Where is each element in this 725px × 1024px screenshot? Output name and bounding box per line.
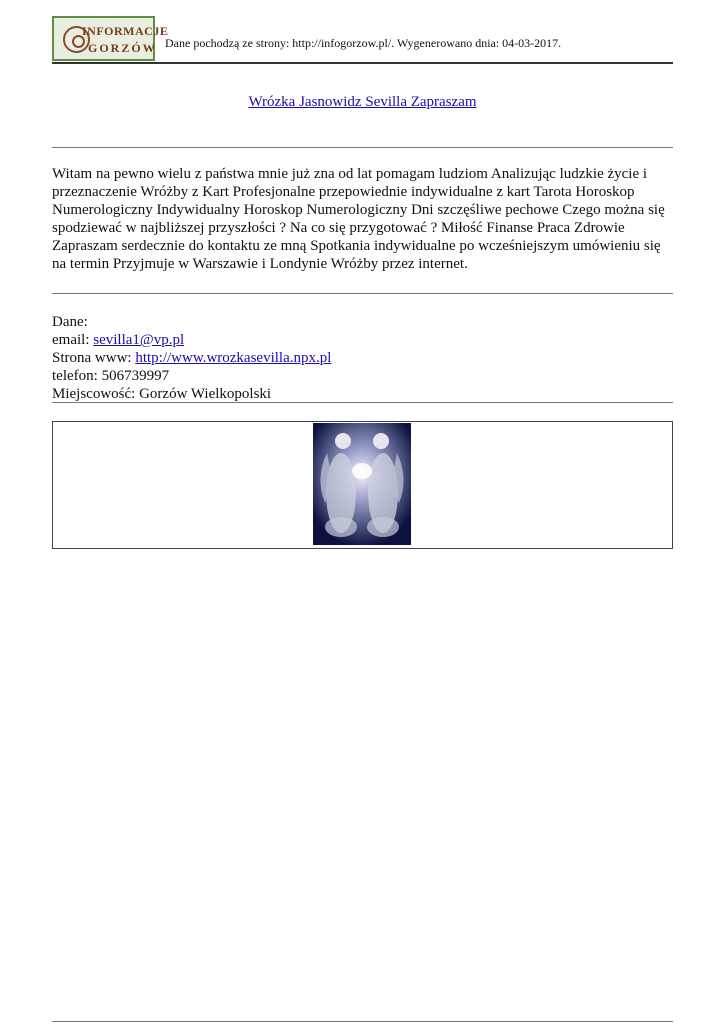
angels-image xyxy=(313,423,411,545)
email-row xyxy=(52,331,672,349)
website-row xyxy=(52,349,672,367)
title-link[interactable]: Wrózka Jasnowidz Sevilla Zapraszam xyxy=(248,94,477,110)
title-divider xyxy=(52,147,673,148)
footer-divider xyxy=(52,1021,673,1022)
source-info: Dane pochodzą ze strony: http://infogorzow.pl/. Wygenerowano dnia: 04-03-2017. xyxy=(165,36,562,50)
contact-divider xyxy=(52,402,673,403)
logo-text-bottom: GORZÓW xyxy=(88,41,157,55)
email-link[interactable]: sevilla1@vp.pl xyxy=(93,332,185,348)
description-text: Witam na pewno wielu z państwa mnie już zna od lat pomagam ludziom Analizując ludzkie życie i przeznaczenie Wróżby z Kart Profesjonalne przepowiednie indywidualne z kart Tarota Horoskop Numerologiczny Indywidualny Horoskop Numerologiczny Dni szczęśliwe pechowe Czego można się spodziewać w najbliższej przyszłości ? Na co się przygotować ? Miłość Finanse Praca Zdrowie Zapraszam serdecznie do kontaktu ze mną Spotkania indywidualne po wcześniejszym umówieniu się na termin Przyjmuje w Warszawie i Londynie Wróżby przez internet. xyxy=(52,166,665,272)
logo-text-top: INFORMACJE xyxy=(82,24,169,38)
body-divider xyxy=(52,293,673,294)
city-label: Miejscowość: xyxy=(52,386,140,402)
contact-heading: Dane: xyxy=(52,314,88,330)
city-row xyxy=(52,385,672,403)
image-box xyxy=(52,421,673,549)
header-divider xyxy=(52,62,673,64)
contact-info xyxy=(52,313,672,403)
phone-value: 506739997 xyxy=(101,368,170,384)
city-value: Gorzów Wielkopolski xyxy=(139,386,272,402)
email-label: email: xyxy=(52,332,94,348)
page-title xyxy=(0,94,725,111)
phone-row xyxy=(52,367,672,385)
website-label: Strona www: xyxy=(52,350,136,366)
website-link[interactable]: http://www.wrozkasevilla.npx.pl xyxy=(135,350,332,366)
phone-label: telefon: xyxy=(52,368,102,384)
site-logo[interactable] xyxy=(52,16,169,61)
